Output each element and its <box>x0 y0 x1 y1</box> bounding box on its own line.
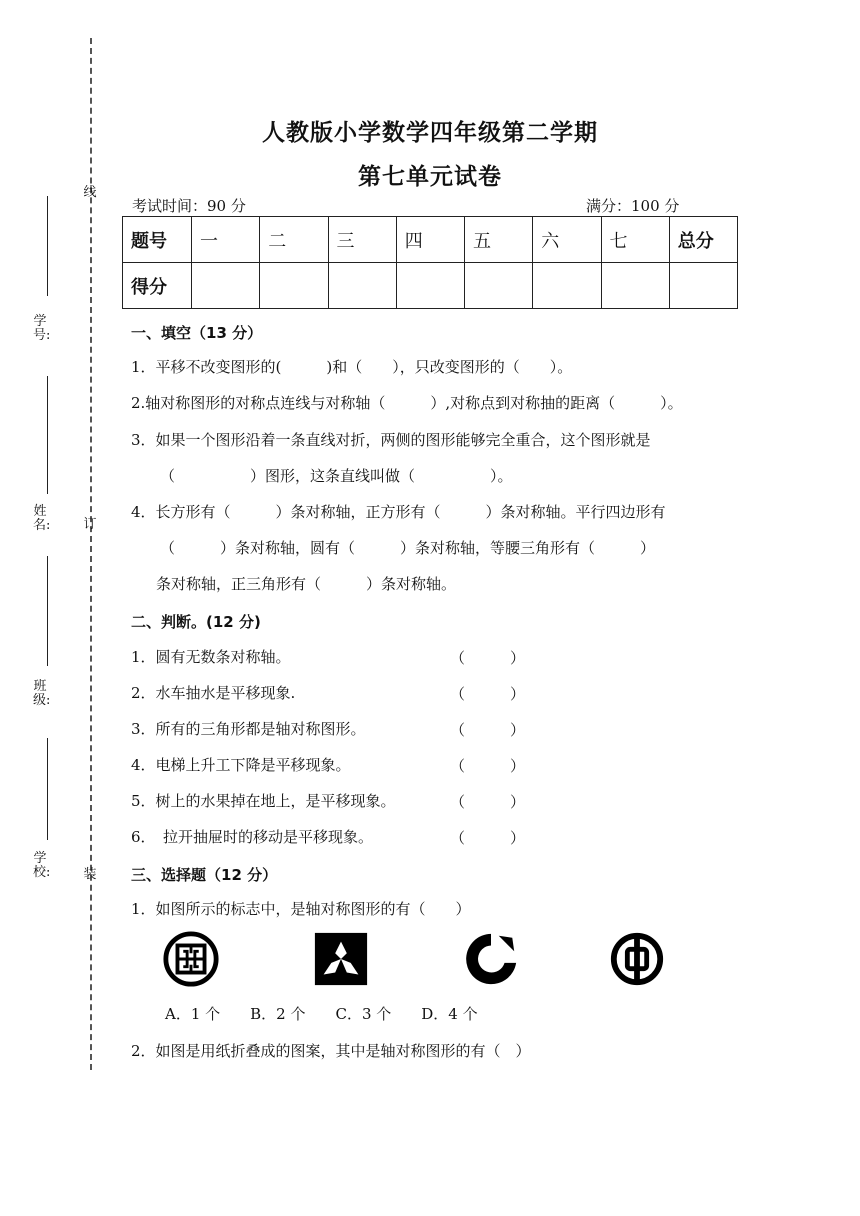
judge-item-3: 3．所有的三角形都是轴对称图形。 <box>131 720 366 738</box>
school-line <box>47 738 48 840</box>
table-cell: 得分 <box>123 263 192 309</box>
question-1-4c: 条对称轴，正三角形有（ ）条对称轴。 <box>156 575 457 593</box>
choice-question-1: 1．如图所示的标志中，是轴对称图形的有（ ） <box>131 900 471 918</box>
judge-item-5: 5．树上的水果掉在地上，是平移现象。 <box>131 792 396 810</box>
coin-diamond-logo-icon <box>462 930 520 988</box>
class-line <box>47 556 48 666</box>
score-input-cell[interactable] <box>601 263 669 309</box>
bank-of-china-logo-icon <box>608 930 666 988</box>
judge-answer-3[interactable]: （ ） <box>450 721 526 739</box>
question-1-2: 2.轴对称图形的对称点连线与对称轴（ ）,对称点到对称抽的距离（ ）。 <box>131 394 683 412</box>
score-input-cell[interactable] <box>260 263 328 309</box>
choice-question-2: 2．如图是用纸折叠成的图案，其中是轴对称图形的有（ ） <box>131 1042 531 1060</box>
table-cell: 五 <box>465 217 533 263</box>
question-1-4a: 4．长方形有（ ）条对称轴，正方形有（ ）条对称轴。平行四边形有 <box>131 503 666 521</box>
question-1-1: 1．平移不改变图形的( )和（ ），只改变图形的（ ）。 <box>131 358 573 376</box>
tri-leaf-logo-icon <box>312 930 370 988</box>
exam-title: 人教版小学数学四年级第二学期 <box>262 120 598 146</box>
judge-answer-2[interactable]: （ ） <box>450 685 526 703</box>
table-cell: 四 <box>396 217 464 263</box>
score-input-cell[interactable] <box>396 263 464 309</box>
score-table <box>122 216 738 309</box>
student-no-line <box>47 196 48 296</box>
binding-label-ding: 订 <box>83 517 97 532</box>
section3-title: 三、选择题（12 分） <box>131 866 278 884</box>
question-1-3a: 3．如果一个图形沿着一条直线对折，两侧的图形能够完全重合，这个图形就是 <box>131 431 651 449</box>
table-cell: 七 <box>601 217 669 263</box>
table-cell: 总分 <box>669 217 737 263</box>
binding-label-xian: 线 <box>83 185 97 200</box>
table-cell: 六 <box>533 217 601 263</box>
school-label: 学校: <box>33 851 51 880</box>
score-input-cell[interactable] <box>669 263 737 309</box>
judge-answer-5[interactable]: （ ） <box>450 793 526 811</box>
score-input-cell[interactable] <box>465 263 533 309</box>
table-cell: 二 <box>260 217 328 263</box>
student-no-label: 学号: <box>33 314 51 343</box>
section2-title: 二、判断。(12 分) <box>131 613 261 631</box>
choice-options[interactable]: A．1 个 B．2 个 C．3 个 D．4 个 <box>165 1005 478 1023</box>
score-table-score-row <box>123 263 738 309</box>
table-cell: 三 <box>328 217 396 263</box>
name-line <box>47 376 48 494</box>
class-label: 班级: <box>33 679 51 708</box>
judge-item-2: 2．水车抽水是平移现象. <box>131 684 296 702</box>
judge-item-1: 1．圆有无数条对称轴。 <box>131 648 291 666</box>
judge-answer-1[interactable]: （ ） <box>450 649 526 667</box>
judge-item-6: 6． 拉开抽屉时的移动是平移现象。 <box>131 828 374 846</box>
name-label: 姓名: <box>33 504 51 533</box>
exam-subtitle: 第七单元试卷 <box>358 164 502 190</box>
question-1-3b: （ ）图形，这条直线叫做（ ）。 <box>160 467 513 485</box>
score-input-cell[interactable] <box>328 263 396 309</box>
section1-title: 一、填空（13 分） <box>131 324 263 342</box>
judge-item-4: 4．电梯上升工下降是平移现象。 <box>131 756 351 774</box>
score-table-header-row <box>123 217 738 263</box>
score-input-cell[interactable] <box>533 263 601 309</box>
full-score: 满分：100 分 <box>586 197 680 215</box>
question-1-4b: （ ）条对称轴，圆有（ ）条对称轴，等腰三角形有（ ） <box>160 539 656 557</box>
table-cell: 题号 <box>123 217 192 263</box>
score-input-cell[interactable] <box>192 263 260 309</box>
exam-time: 考试时间：90 分 <box>132 197 246 215</box>
judge-answer-4[interactable]: （ ） <box>450 757 526 775</box>
bank-logo-icon <box>162 930 220 988</box>
judge-answer-6[interactable]: （ ） <box>450 829 526 847</box>
table-cell: 一 <box>192 217 260 263</box>
binding-label-zhuang: 装 <box>83 867 97 882</box>
